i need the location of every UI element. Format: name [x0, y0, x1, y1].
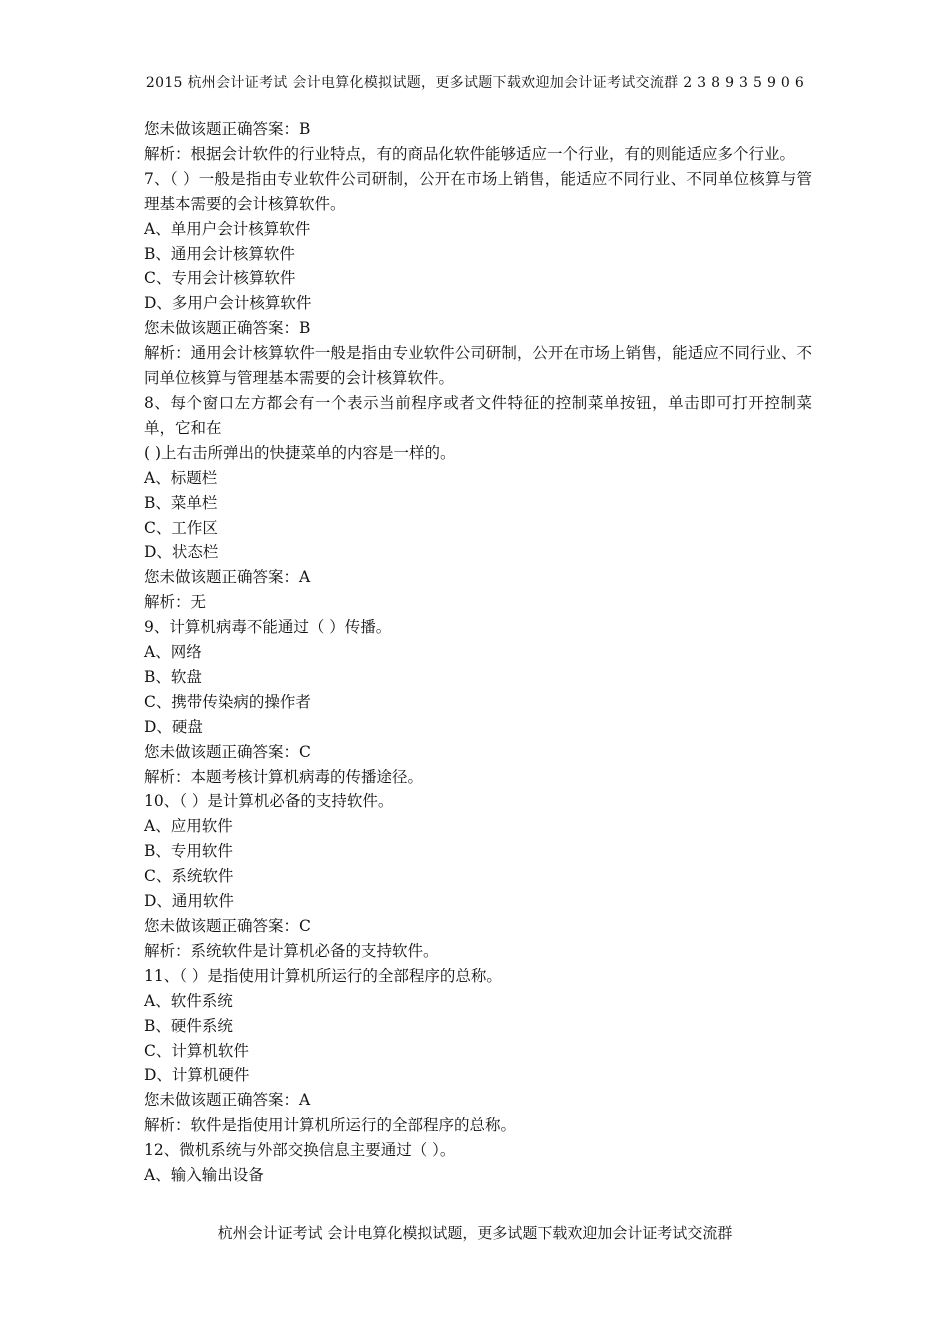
- question-10: 10、（ ）是计算机必备的支持软件。: [144, 792, 394, 811]
- explanation-line: 解析：本题考核计算机病毒的传播途径。: [144, 767, 424, 786]
- answer-line: 您未做该题正确答案：A: [144, 1091, 311, 1110]
- option-line: D、硬盘: [144, 717, 203, 736]
- document-body: [144, 117, 812, 1188]
- answer-line: 您未做该题正确答案：B: [144, 319, 311, 338]
- option-line: C、工作区: [144, 518, 218, 537]
- question-8: 8、每个窗口左方都会有一个表示当前程序或者文件特征的控制菜单按钮，单击即可打开控制菜单，它和在: [144, 393, 812, 437]
- option-line: C、携带传染病的操作者: [144, 692, 311, 711]
- explanation-line: 解析：通用会计核算软件一般是指由专业软件公司研制，公开在市场上销售，能适应不同行业、不同单位核算与管理基本需要的会计核算软件。: [144, 344, 812, 388]
- question-9: 9、计算机病毒不能通过（ ）传播。: [144, 618, 392, 637]
- option-line: B、菜单栏: [144, 493, 218, 512]
- option-line: A、应用软件: [144, 817, 233, 836]
- option-line: B、专用软件: [144, 842, 233, 861]
- explanation-line: 解析：系统软件是计算机必备的支持软件。: [144, 941, 439, 960]
- explanation-line: 解析：无: [144, 593, 207, 612]
- option-line: A、标题栏: [144, 468, 218, 487]
- explanation-line: 解析：根据会计软件的行业特点，有的商品化软件能够适应一个行业，有的则能适应多个行业。: [144, 144, 796, 163]
- option-line: C、计算机软件: [144, 1041, 249, 1060]
- answer-line: 您未做该题正确答案：C: [144, 917, 311, 935]
- option-line: C、系统软件: [144, 867, 234, 886]
- option-line: A、软件系统: [144, 991, 233, 1010]
- answer-line: 您未做该题正确答案：A: [144, 568, 311, 587]
- question-8-continued: ( )上右击所弹出的快捷菜单的内容是一样的。: [144, 443, 456, 462]
- option-line: B、软盘: [144, 667, 202, 686]
- option-line: A、网络: [144, 643, 202, 662]
- option-line: B、硬件系统: [144, 1016, 233, 1035]
- explanation-line: 解析：软件是指使用计算机所运行的全部程序的总称。: [144, 1116, 517, 1135]
- option-line: D、通用软件: [144, 892, 234, 911]
- question-12: 12、微机系统与外部交换信息主要通过（ ）。: [144, 1141, 456, 1160]
- option-line: D、状态栏: [144, 543, 219, 562]
- question-7: 7、（ ）一般是指由专业软件公司研制，公开在市场上销售，能适应不同行业、不同单位核算与管理基本需要的会计核算软件。: [144, 169, 812, 213]
- option-line: B、通用会计核算软件: [144, 244, 295, 263]
- option-line: A、输入输出设备: [144, 1166, 264, 1185]
- page-footer: 杭州会计证考试 会计电算化模拟试题，更多试题下载欢迎加会计证考试交流群: [217, 1224, 733, 1242]
- question-11: 11、（ ）是指使用计算机所运行的全部程序的总称。: [144, 966, 502, 985]
- option-line: C、专用会计核算软件: [144, 269, 296, 288]
- option-line: D、计算机硬件: [144, 1066, 250, 1085]
- answer-line: 您未做该题正确答案：C: [144, 742, 311, 761]
- option-line: D、多用户会计核算软件: [144, 294, 312, 313]
- page-header: 2015 杭州会计证考试 会计电算化模拟试题，更多试题下载欢迎加会计证考试交流群 2 3 8 9 3 5 9 0 6: [145, 75, 805, 91]
- option-line: A、单用户会计核算软件: [144, 219, 311, 238]
- answer-line: 您未做该题正确答案：B: [144, 120, 311, 138]
